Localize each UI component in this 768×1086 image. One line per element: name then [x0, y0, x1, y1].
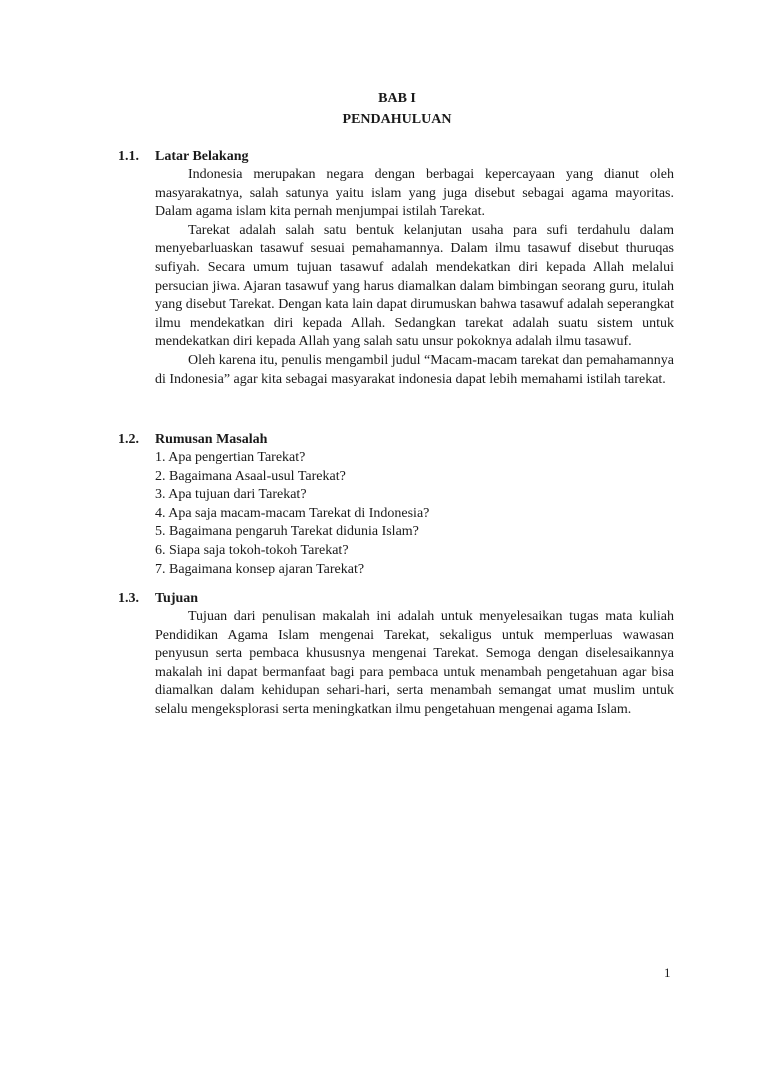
section-title: Tujuan [155, 591, 199, 606]
paragraph: Oleh karena itu, penulis mengambil judul “Macam-macam tarekat dan pemahamannya di Indonesia” agar kita sebagai masyarakat indonesia dapat lebih memahami istilah tarekat. [155, 352, 674, 387]
list-item: 7. Bagaimana konsep ajaran Tarekat? [155, 561, 365, 577]
chapter-title: PENDAHULUAN [342, 112, 452, 127]
section-tujuan [118, 590, 674, 720]
chapter-label: BAB I [378, 91, 416, 106]
paragraph: Indonesia merupakan negara dengan berbagai kepercayaan yang dianut oleh masyarakatnya, salah satunya yaitu islam yang juga disebut sebagai agama mayoritas. Dalam agama islam kita pernah menjumpai istilah Tarekat. [155, 167, 674, 220]
section-number: 1.2. [118, 432, 139, 447]
paragraph: Tarekat adalah salah satu bentuk kelanjutan usaha para sufi terdahulu dalam menyebarluaskan tasawuf sesuai pemahamannya. Dalam ilmu tasawuf disebut thuruqas sufiyah. Secara umum tujuan tasawuf adalah mendekatkan diri kepada Allah melalui persucian jiwa. Ajaran tasawuf yang harus diamalkan dalam bimbingan seorang guru, itulah yang disebut Tarekat. Dengan kata lain dapat dirumuskan bahwa tasawuf adalah seperangkat ilmu mendekatkan diri kepada Allah. Sedangkan tarekat adalah suatu sistem untuk mendekatkan diri kepada Allah yang salah satu unsur pokoknya adalah ilmu tasawuf. [155, 222, 674, 350]
question-list [155, 449, 674, 579]
section-number: 1.1. [118, 149, 139, 164]
list-item: 3. Apa tujuan dari Tarekat? [155, 487, 307, 503]
list-item: 5. Bagaimana pengaruh Tarekat didunia Islam? [155, 524, 419, 540]
section-title: Latar Belakang [155, 149, 249, 164]
section-body [155, 166, 674, 389]
section-heading [118, 590, 674, 608]
paragraph: Tujuan dari penulisan makalah ini adalah untuk menyelesaikan tugas mata kuliah Pendidikan Agama Islam mengenai Tarekat, sekaligus untuk memperluas wawasan penyusun serta pembaca khususnya mengenai Tarekat. Semoga dengan diselesaikannya makalah ini dapat bermanfaat bagi para pembaca untuk menambah pengetahuan agar bisa diamalkan dalam kehidupan sehari-hari, serta menambah semangat umat muslim untuk selalu mengeksplorasi serta meningkatkan ilmu pengetahuan mengenai agama Islam. [155, 609, 674, 717]
section-latar-belakang [118, 148, 674, 389]
list-item: 6. Siapa saja tokoh-tokoh Tarekat? [155, 542, 349, 558]
section-number: 1.3. [118, 591, 139, 606]
section-body [155, 449, 674, 579]
page-number: 1 [664, 965, 671, 980]
list-item: 2. Bagaimana Asaal-usul Tarekat? [155, 468, 346, 484]
section-rumusan-masalah [118, 431, 674, 579]
list-item: 4. Apa saja macam-macam Tarekat di Indonesia? [155, 505, 430, 521]
section-heading [118, 431, 674, 449]
list-item: 1. Apa pengertian Tarekat? [155, 450, 306, 465]
section-body [155, 608, 674, 720]
section-heading [118, 148, 674, 166]
section-title: Rumusan Masalah [155, 432, 268, 447]
